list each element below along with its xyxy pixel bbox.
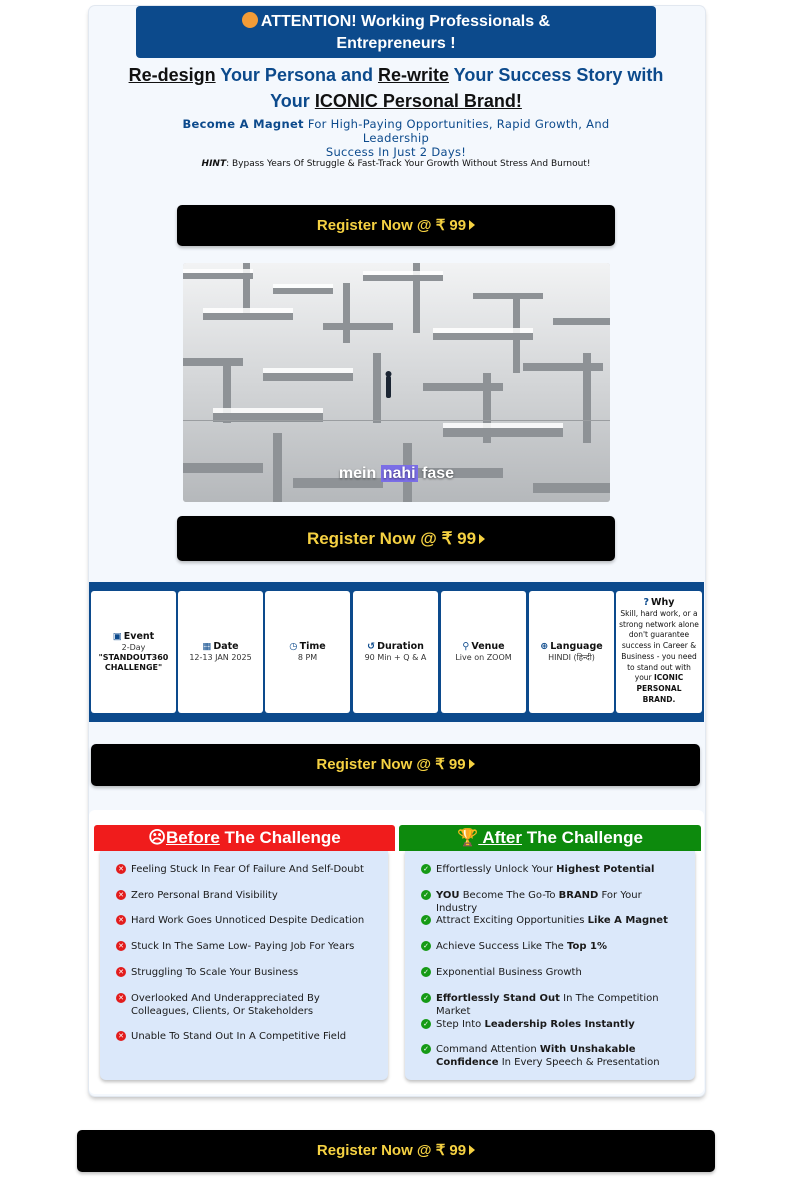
list-item: ✓ YOU Become The Go-To BRAND For Your Industry — [421, 889, 685, 915]
list-item: ✕ Unable To Stand Out In A Competitive Field — [116, 1030, 378, 1043]
list-item: ✓ Achieve Success Like The Top 1% — [421, 940, 685, 953]
x-circle-icon: ✕ — [116, 1031, 126, 1041]
video-thumbnail[interactable] — [183, 263, 610, 502]
person-figure — [386, 376, 391, 398]
before-list — [100, 851, 388, 1080]
before-heading: ☹Before The Challenge — [94, 825, 395, 851]
page-headline: Re-design Your Persona and Re-write Your Success Story with Your ICONIC Personal Brand! — [128, 65, 664, 111]
frown-icon: ☹ — [148, 828, 166, 847]
register-button-video[interactable]: Register Now @ ₹ 99 — [177, 516, 615, 561]
register-button-bottom[interactable]: Register Now @ ₹ 99 — [77, 1130, 715, 1172]
check-circle-icon: ✓ — [421, 915, 431, 925]
register-button-top[interactable]: Register Now @ ₹ 99 — [177, 205, 615, 246]
list-item: ✕ Zero Personal Brand Visibility — [116, 889, 378, 902]
orange-circle-icon — [242, 12, 258, 28]
event-info-band — [89, 582, 704, 722]
info-card-venue: ⚲ Venue Live on ZOOM — [441, 591, 526, 713]
info-card-event: ▣ Event 2-Day "STANDOUT360 CHALLENGE" — [91, 591, 176, 713]
x-circle-icon: ✕ — [116, 890, 126, 900]
clock-icon: ◷ — [289, 641, 298, 652]
list-item: ✓ Step Into Leadership Roles Instantly — [421, 1018, 685, 1031]
info-card-time: ◷ Time 8 PM — [265, 591, 350, 713]
list-item: ✕ Hard Work Goes Unnoticed Despite Dedication — [116, 914, 378, 927]
list-item: ✕ Overlooked And Underappreciated By Colleagues, Clients, Or Stakeholders — [116, 992, 378, 1018]
check-circle-icon: ✓ — [421, 967, 431, 977]
location-pin-icon: ⚲ — [462, 641, 470, 652]
x-circle-icon: ✕ — [116, 915, 126, 925]
after-list — [405, 851, 695, 1080]
question-circle-icon: ? — [643, 597, 650, 608]
check-circle-icon: ✓ — [421, 890, 431, 900]
video-caption: mein nahi fase — [338, 465, 455, 482]
hint-text: HINT: Bypass Years Of Struggle & Fast-Track Your Growth Without Stress And Burnout! — [201, 159, 591, 169]
subheadline: Become A Magnet For High-Paying Opportunities, Rapid Growth, And Leadership Success In Just 2 Days! — [182, 117, 610, 159]
info-card-duration: ↺ Duration 90 Min + Q & A — [353, 591, 438, 713]
x-circle-icon: ✕ — [116, 967, 126, 977]
check-circle-icon: ✓ — [421, 1044, 431, 1054]
check-circle-icon: ✓ — [421, 941, 431, 951]
check-circle-icon: ✓ — [421, 1019, 431, 1029]
list-item: ✓ Command Attention With Unshakable Confidence In Every Speech & Presentation — [421, 1043, 685, 1069]
calendar-check-icon: ▣ — [112, 631, 122, 642]
history-icon: ↺ — [367, 641, 376, 652]
play-arrow-icon — [469, 220, 475, 230]
info-card-language: ⊕ Language HINDI (हिन्दी) — [529, 591, 614, 713]
globe-icon: ⊕ — [540, 641, 549, 652]
trophy-icon: 🏆 — [457, 828, 479, 847]
calendar-icon: ▦ — [202, 641, 212, 652]
list-item: ✕ Stuck In The Same Low- Paying Job For Years — [116, 940, 378, 953]
play-arrow-icon — [479, 534, 485, 544]
x-circle-icon: ✕ — [116, 941, 126, 951]
list-item: ✓ Effortlessly Unlock Your Highest Potential — [421, 863, 685, 876]
list-item: ✓ Attract Exciting Opportunities Like A Magnet — [421, 914, 685, 927]
register-button-mid[interactable]: Register Now @ ₹ 99 — [91, 744, 700, 786]
check-circle-icon: ✓ — [421, 993, 431, 1003]
list-item: ✓ Exponential Business Growth — [421, 966, 685, 979]
x-circle-icon: ✕ — [116, 993, 126, 1003]
play-arrow-icon — [469, 759, 475, 769]
check-circle-icon: ✓ — [421, 864, 431, 874]
info-card-date: ▦ Date 12-13 JAN 2025 — [178, 591, 263, 713]
list-item: ✕ Struggling To Scale Your Business — [116, 966, 378, 979]
x-circle-icon: ✕ — [116, 864, 126, 874]
list-item: ✕ Feeling Stuck In Fear Of Failure And Self-Doubt — [116, 863, 378, 876]
info-card-why: ? Why Skill, hard work, or a strong network alone don't guarantee success in Career & Business - you need to stand out with your ICONIC PERSONAL BRAND. — [616, 591, 702, 713]
play-arrow-icon — [469, 1145, 475, 1155]
attention-banner: ATTENTION! Working Professionals & Entrepreneurs ! — [136, 6, 656, 58]
after-heading: 🏆 After The Challenge — [399, 825, 701, 851]
list-item: ✓ Effortlessly Stand Out In The Competition Market — [421, 992, 685, 1018]
